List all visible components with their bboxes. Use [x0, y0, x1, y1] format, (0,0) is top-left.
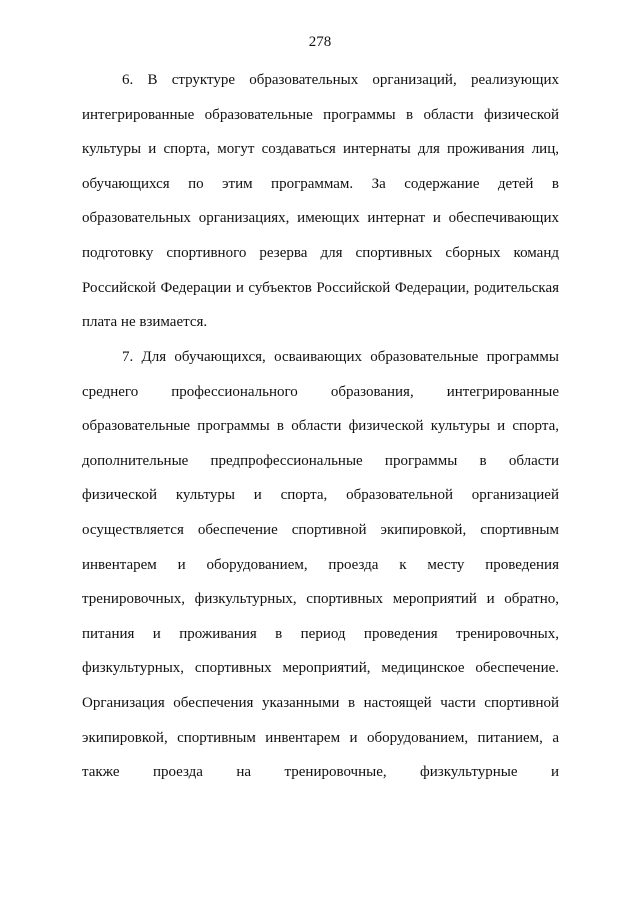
paragraph-line: обучающихся по этим программам. За содержание детей в	[82, 175, 559, 192]
paragraph-7	[82, 347, 559, 797]
paragraph-6	[82, 70, 559, 347]
paragraph-line: также проезда на тренировочные, физкультурные и	[82, 764, 559, 781]
paragraph-line: физической культуры и спорта, образовательной организацией	[82, 487, 559, 504]
paragraph-line: среднего профессионального образования, интегрированные	[82, 383, 559, 400]
paragraph-line: Российской Федерации и субъектов Российской Федерации, родительская	[82, 279, 559, 296]
paragraph-line: физкультурных, спортивных мероприятий, медицинское обеспечение.	[82, 660, 559, 677]
paragraph-line: инвентарем и оборудованием, проезда к месту проведения	[82, 556, 559, 573]
paragraph-line: культуры и спорта, могут создаваться интернаты для проживания лиц,	[82, 141, 559, 158]
paragraph-line: 7. Для обучающихся, осваивающих образовательные программы	[122, 349, 559, 365]
paragraph-line: плата не взимается.	[82, 314, 208, 331]
paragraph-line: образовательных организациях, имеющих интернат и обеспечивающих	[82, 210, 559, 227]
paragraph-line: Организация обеспечения указанными в настоящей части спортивной	[82, 694, 559, 711]
paragraph-line: подготовку спортивного резерва для спортивных сборных команд	[82, 244, 559, 261]
paragraph-line: 6. В структуре образовательных организаций, реализующих	[122, 72, 559, 88]
paragraph-line: интегрированные образовательные программы в области физической	[82, 106, 559, 123]
paragraph-line: питания и проживания в период проведения тренировочных,	[82, 625, 559, 642]
paragraph-line: дополнительные предпрофессиональные программы в области	[82, 452, 559, 469]
paragraph-line: экипировкой, спортивным инвентарем и оборудованием, питанием, а	[82, 729, 559, 746]
paragraph-line: осуществляется обеспечение спортивной экипировкой, спортивным	[82, 521, 559, 538]
paragraph-line: тренировочных, физкультурных, спортивных мероприятий и обратно,	[82, 591, 559, 608]
page-number: 278	[308, 34, 332, 50]
paragraph-line: образовательные программы в области физической культуры и спорта,	[82, 418, 559, 435]
